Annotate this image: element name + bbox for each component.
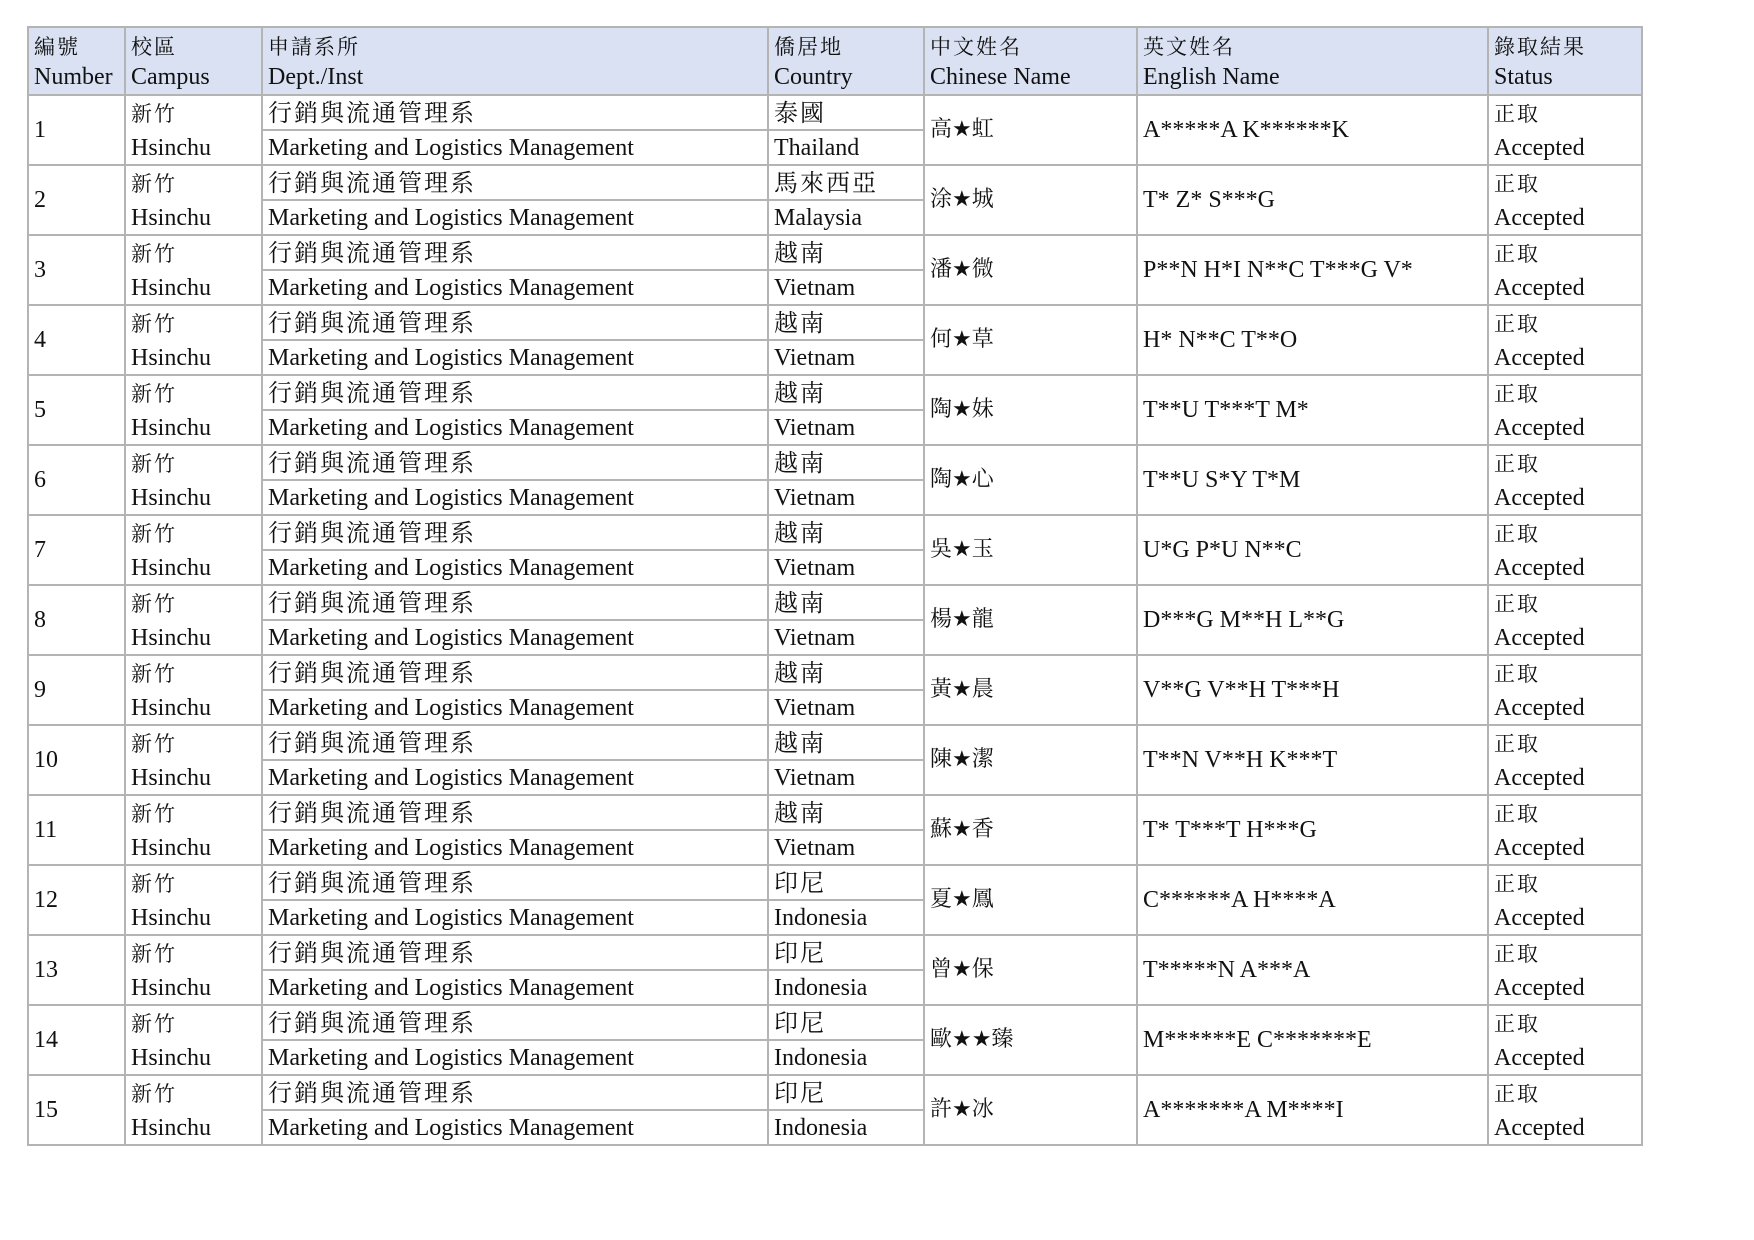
status-zh: 正取: [1494, 662, 1540, 686]
status-zh: 正取: [1494, 872, 1540, 896]
campus-zh: 新竹: [131, 522, 177, 546]
cell-chinese-name: 陶★心: [924, 445, 1137, 515]
cell-country-en: Thailand: [768, 130, 924, 165]
cell-chinese-name: 陶★妹: [924, 375, 1137, 445]
status-zh: 正取: [1494, 802, 1540, 826]
header-label-zh: 申請系所: [268, 35, 360, 59]
status-zh: 正取: [1494, 452, 1540, 476]
header-row: [28, 27, 1642, 95]
cell-english-name: T* Z* S***G: [1137, 165, 1488, 235]
cell-status: [1488, 725, 1642, 795]
status-zh: 正取: [1494, 172, 1540, 196]
cell-english-name: C******A H****A: [1137, 865, 1488, 935]
cell-chinese-name: 潘★微: [924, 235, 1137, 305]
cell-chinese-name: 黃★晨: [924, 655, 1137, 725]
cell-dept-en: Marketing and Logistics Management: [262, 760, 768, 795]
table-row: [28, 235, 1642, 270]
cell-dept-zh: 行銷與流通管理系: [262, 235, 768, 270]
cell-english-name: A*******A M****I: [1137, 1075, 1488, 1145]
campus-zh: 新竹: [131, 1012, 177, 1036]
status-zh: 正取: [1494, 1012, 1540, 1036]
campus-zh: 新竹: [131, 802, 177, 826]
header-label-en: Status: [1494, 64, 1553, 90]
header-label-en: English Name: [1143, 64, 1280, 90]
cell-dept-zh: 行銷與流通管理系: [262, 585, 768, 620]
cell-country-zh: 印尼: [768, 1075, 924, 1110]
status-en: Accepted: [1494, 275, 1585, 301]
cell-english-name: V**G V**H T***H: [1137, 655, 1488, 725]
cell-english-name: T* T***T H***G: [1137, 795, 1488, 865]
table-row: [28, 375, 1642, 410]
header-country: [768, 27, 924, 95]
cell-number: 5: [28, 375, 125, 445]
status-en: Accepted: [1494, 135, 1585, 161]
campus-en: Hsinchu: [131, 135, 211, 161]
status-en: Accepted: [1494, 765, 1585, 791]
cell-country-en: Vietnam: [768, 480, 924, 515]
cell-status: [1488, 935, 1642, 1005]
status-en: Accepted: [1494, 205, 1585, 231]
cell-dept-en: Marketing and Logistics Management: [262, 340, 768, 375]
campus-zh: 新竹: [131, 312, 177, 336]
status-zh: 正取: [1494, 522, 1540, 546]
cell-campus: [125, 655, 262, 725]
header-label-zh: 英文姓名: [1143, 35, 1235, 59]
cell-status: [1488, 585, 1642, 655]
header-label-en: Campus: [131, 64, 210, 90]
header-label-en: Chinese Name: [930, 64, 1071, 90]
campus-zh: 新竹: [131, 592, 177, 616]
cell-country-zh: 越南: [768, 235, 924, 270]
header-label-zh: 僑居地: [774, 35, 843, 59]
header-label-en: Dept./Inst: [268, 64, 364, 90]
status-en: Accepted: [1494, 905, 1585, 931]
cell-campus: [125, 305, 262, 375]
cell-chinese-name: 高★虹: [924, 95, 1137, 165]
cell-dept-zh: 行銷與流通管理系: [262, 655, 768, 690]
cell-dept-zh: 行銷與流通管理系: [262, 445, 768, 480]
table-row: [28, 515, 1642, 550]
cell-country-zh: 越南: [768, 795, 924, 830]
table-row: [28, 95, 1642, 130]
cell-number: 12: [28, 865, 125, 935]
cell-english-name: T**U T***T M*: [1137, 375, 1488, 445]
cell-number: 11: [28, 795, 125, 865]
cell-status: [1488, 165, 1642, 235]
campus-zh: 新竹: [131, 662, 177, 686]
cell-status: [1488, 1075, 1642, 1145]
campus-zh: 新竹: [131, 242, 177, 266]
campus-zh: 新竹: [131, 1082, 177, 1106]
campus-zh: 新竹: [131, 872, 177, 896]
cell-status: [1488, 375, 1642, 445]
header-label-zh: 中文姓名: [930, 35, 1022, 59]
header-label-en: Number: [34, 64, 113, 90]
cell-chinese-name: 楊★龍: [924, 585, 1137, 655]
table-row: [28, 585, 1642, 620]
cell-country-en: Indonesia: [768, 970, 924, 1005]
table-row: [28, 725, 1642, 760]
admission-results-table: [27, 26, 1643, 1146]
cell-country-zh: 越南: [768, 655, 924, 690]
status-en: Accepted: [1494, 485, 1585, 511]
cell-dept-en: Marketing and Logistics Management: [262, 690, 768, 725]
cell-country-en: Indonesia: [768, 1110, 924, 1145]
header-status: [1488, 27, 1642, 95]
table-row: [28, 165, 1642, 200]
cell-campus: [125, 95, 262, 165]
campus-en: Hsinchu: [131, 1045, 211, 1071]
cell-country-en: Vietnam: [768, 620, 924, 655]
cell-country-en: Vietnam: [768, 830, 924, 865]
cell-chinese-name: 吳★玉: [924, 515, 1137, 585]
header-label-en: Country: [774, 64, 853, 90]
cell-chinese-name: 陳★潔: [924, 725, 1137, 795]
cell-dept-en: Marketing and Logistics Management: [262, 550, 768, 585]
status-en: Accepted: [1494, 835, 1585, 861]
cell-number: 7: [28, 515, 125, 585]
cell-dept-en: Marketing and Logistics Management: [262, 480, 768, 515]
header-dept: [262, 27, 768, 95]
cell-english-name: M******E C*******E: [1137, 1005, 1488, 1075]
table-row: [28, 795, 1642, 830]
cell-country-zh: 印尼: [768, 935, 924, 970]
cell-dept-en: Marketing and Logistics Management: [262, 900, 768, 935]
cell-country-zh: 馬來西亞: [768, 165, 924, 200]
cell-campus: [125, 515, 262, 585]
cell-campus: [125, 865, 262, 935]
status-en: Accepted: [1494, 555, 1585, 581]
campus-en: Hsinchu: [131, 205, 211, 231]
cell-country-en: Vietnam: [768, 760, 924, 795]
cell-chinese-name: 何★草: [924, 305, 1137, 375]
cell-dept-zh: 行銷與流通管理系: [262, 305, 768, 340]
table-body: [28, 95, 1642, 1145]
campus-en: Hsinchu: [131, 415, 211, 441]
cell-number: 9: [28, 655, 125, 725]
cell-country-en: Vietnam: [768, 270, 924, 305]
campus-zh: 新竹: [131, 732, 177, 756]
cell-country-en: Vietnam: [768, 340, 924, 375]
cell-english-name: P**N H*I N**C T***G V*: [1137, 235, 1488, 305]
campus-zh: 新竹: [131, 452, 177, 476]
cell-dept-zh: 行銷與流通管理系: [262, 935, 768, 970]
cell-status: [1488, 235, 1642, 305]
cell-country-en: Malaysia: [768, 200, 924, 235]
status-en: Accepted: [1494, 345, 1585, 371]
header-label-zh: 編號: [34, 35, 80, 59]
cell-campus: [125, 165, 262, 235]
cell-country-en: Vietnam: [768, 690, 924, 725]
cell-status: [1488, 655, 1642, 725]
cell-dept-en: Marketing and Logistics Management: [262, 1040, 768, 1075]
status-zh: 正取: [1494, 592, 1540, 616]
campus-en: Hsinchu: [131, 275, 211, 301]
header-label-zh: 校區: [131, 35, 177, 59]
cell-country-zh: 越南: [768, 305, 924, 340]
cell-english-name: T**N V**H K***T: [1137, 725, 1488, 795]
cell-campus: [125, 725, 262, 795]
status-zh: 正取: [1494, 312, 1540, 336]
status-en: Accepted: [1494, 975, 1585, 1001]
cell-dept-zh: 行銷與流通管理系: [262, 165, 768, 200]
campus-zh: 新竹: [131, 102, 177, 126]
cell-number: 14: [28, 1005, 125, 1075]
cell-country-en: Indonesia: [768, 900, 924, 935]
campus-en: Hsinchu: [131, 555, 211, 581]
cell-dept-zh: 行銷與流通管理系: [262, 375, 768, 410]
cell-dept-en: Marketing and Logistics Management: [262, 1110, 768, 1145]
cell-number: 15: [28, 1075, 125, 1145]
cell-number: 13: [28, 935, 125, 1005]
campus-en: Hsinchu: [131, 625, 211, 651]
cell-country-zh: 泰國: [768, 95, 924, 130]
cell-number: 4: [28, 305, 125, 375]
cell-dept-zh: 行銷與流通管理系: [262, 95, 768, 130]
cell-country-en: Indonesia: [768, 1040, 924, 1075]
campus-en: Hsinchu: [131, 345, 211, 371]
table-row: [28, 445, 1642, 480]
campus-en: Hsinchu: [131, 905, 211, 931]
cell-campus: [125, 935, 262, 1005]
cell-country-zh: 越南: [768, 585, 924, 620]
table-row: [28, 1075, 1642, 1110]
cell-country-zh: 越南: [768, 725, 924, 760]
campus-en: Hsinchu: [131, 1115, 211, 1141]
cell-dept-en: Marketing and Logistics Management: [262, 970, 768, 1005]
cell-status: [1488, 445, 1642, 515]
campus-en: Hsinchu: [131, 765, 211, 791]
cell-campus: [125, 235, 262, 305]
campus-en: Hsinchu: [131, 835, 211, 861]
cell-dept-en: Marketing and Logistics Management: [262, 130, 768, 165]
cell-chinese-name: 歐★★臻: [924, 1005, 1137, 1075]
header-number: [28, 27, 125, 95]
campus-zh: 新竹: [131, 172, 177, 196]
status-zh: 正取: [1494, 1082, 1540, 1106]
cell-english-name: H* N**C T**O: [1137, 305, 1488, 375]
cell-campus: [125, 445, 262, 515]
cell-status: [1488, 1005, 1642, 1075]
cell-campus: [125, 1005, 262, 1075]
table-row: [28, 655, 1642, 690]
cell-english-name: T**U S*Y T*M: [1137, 445, 1488, 515]
cell-dept-en: Marketing and Logistics Management: [262, 200, 768, 235]
table-row: [28, 305, 1642, 340]
cell-status: [1488, 515, 1642, 585]
cell-country-en: Vietnam: [768, 410, 924, 445]
cell-chinese-name: 蘇★香: [924, 795, 1137, 865]
cell-chinese-name: 曾★保: [924, 935, 1137, 1005]
cell-english-name: U*G P*U N**C: [1137, 515, 1488, 585]
header-english-name: [1137, 27, 1488, 95]
table-header: [28, 27, 1642, 95]
cell-country-en: Vietnam: [768, 550, 924, 585]
cell-dept-en: Marketing and Logistics Management: [262, 410, 768, 445]
status-zh: 正取: [1494, 382, 1540, 406]
cell-country-zh: 印尼: [768, 1005, 924, 1040]
table-row: [28, 865, 1642, 900]
campus-zh: 新竹: [131, 942, 177, 966]
cell-dept-zh: 行銷與流通管理系: [262, 1005, 768, 1040]
cell-number: 2: [28, 165, 125, 235]
cell-campus: [125, 1075, 262, 1145]
status-en: Accepted: [1494, 415, 1585, 441]
campus-zh: 新竹: [131, 382, 177, 406]
cell-dept-en: Marketing and Logistics Management: [262, 270, 768, 305]
status-zh: 正取: [1494, 942, 1540, 966]
cell-country-zh: 印尼: [768, 865, 924, 900]
cell-dept-en: Marketing and Logistics Management: [262, 620, 768, 655]
cell-campus: [125, 375, 262, 445]
cell-english-name: A*****A K******K: [1137, 95, 1488, 165]
cell-status: [1488, 795, 1642, 865]
cell-number: 10: [28, 725, 125, 795]
status-zh: 正取: [1494, 732, 1540, 756]
cell-campus: [125, 795, 262, 865]
cell-dept-zh: 行銷與流通管理系: [262, 725, 768, 760]
cell-english-name: D***G M**H L**G: [1137, 585, 1488, 655]
cell-dept-zh: 行銷與流通管理系: [262, 515, 768, 550]
cell-number: 8: [28, 585, 125, 655]
cell-chinese-name: 夏★鳳: [924, 865, 1137, 935]
cell-dept-en: Marketing and Logistics Management: [262, 830, 768, 865]
cell-country-zh: 越南: [768, 375, 924, 410]
cell-country-zh: 越南: [768, 445, 924, 480]
header-chinese-name: [924, 27, 1137, 95]
cell-dept-zh: 行銷與流通管理系: [262, 865, 768, 900]
cell-campus: [125, 585, 262, 655]
cell-chinese-name: 涂★城: [924, 165, 1137, 235]
cell-status: [1488, 305, 1642, 375]
table-row: [28, 1005, 1642, 1040]
cell-number: 1: [28, 95, 125, 165]
header-campus: [125, 27, 262, 95]
status-en: Accepted: [1494, 625, 1585, 651]
campus-en: Hsinchu: [131, 975, 211, 1001]
cell-dept-zh: 行銷與流通管理系: [262, 795, 768, 830]
cell-dept-zh: 行銷與流通管理系: [262, 1075, 768, 1110]
header-label-zh: 錄取結果: [1494, 35, 1586, 59]
cell-english-name: T*****N A***A: [1137, 935, 1488, 1005]
status-zh: 正取: [1494, 242, 1540, 266]
campus-en: Hsinchu: [131, 485, 211, 511]
campus-en: Hsinchu: [131, 695, 211, 721]
cell-country-zh: 越南: [768, 515, 924, 550]
status-en: Accepted: [1494, 695, 1585, 721]
cell-chinese-name: 許★冰: [924, 1075, 1137, 1145]
status-en: Accepted: [1494, 1045, 1585, 1071]
status-en: Accepted: [1494, 1115, 1585, 1141]
cell-number: 3: [28, 235, 125, 305]
table-row: [28, 935, 1642, 970]
cell-status: [1488, 865, 1642, 935]
cell-number: 6: [28, 445, 125, 515]
cell-status: [1488, 95, 1642, 165]
status-zh: 正取: [1494, 102, 1540, 126]
